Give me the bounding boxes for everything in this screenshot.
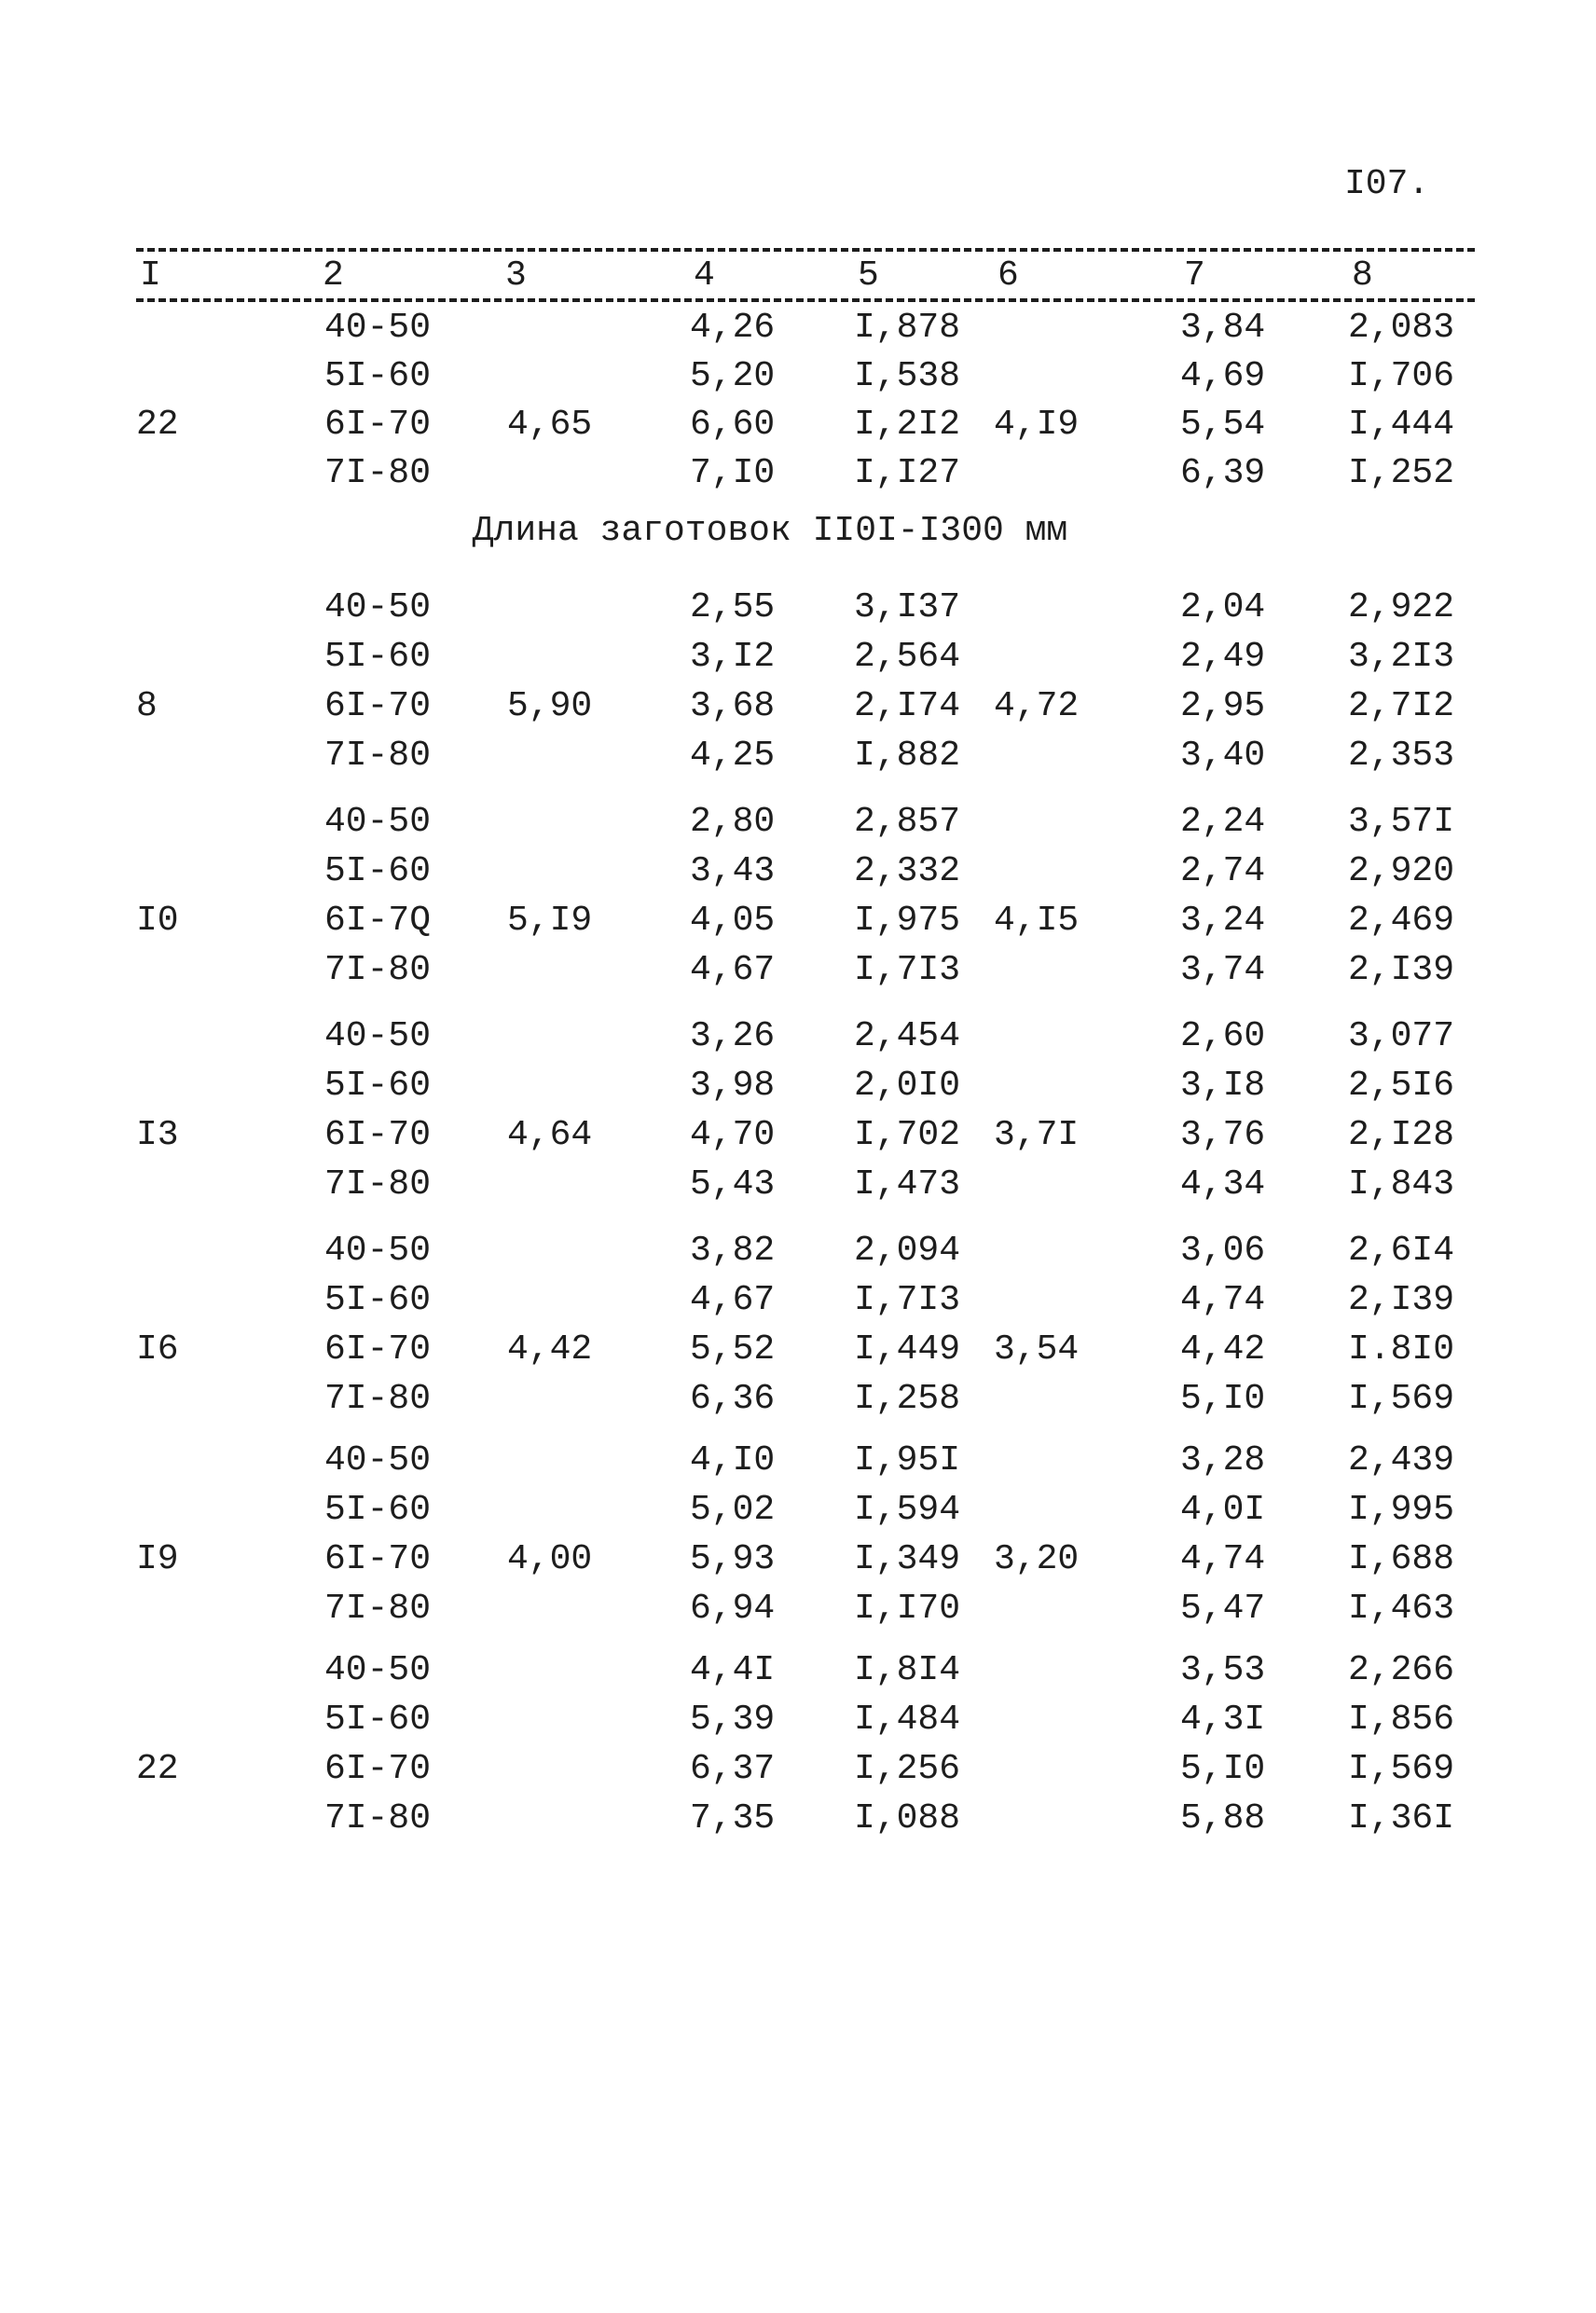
cell-col-4: 4,4I [690,1650,776,1690]
cell-col-4: 5,52 [690,1329,776,1370]
cell-col-5: 2,857 [854,802,961,842]
table-row [0,587,1596,636]
cell-col-8: 2,920 [1348,851,1455,891]
cell-col-2: 6I-70 [324,1329,432,1370]
section-caption: Длина заготовок II0I-I300 мм [472,511,1068,551]
cell-col-7: 5,I0 [1180,1379,1266,1419]
cell-col-8: 2,266 [1348,1650,1455,1690]
cell-col-8: 2,6I4 [1348,1231,1455,1271]
table-row [0,453,1596,502]
cell-col-2: 7I-80 [324,1379,432,1419]
page-number: I07. [1344,164,1430,204]
cell-col-2: 5I-60 [324,637,432,677]
cell-col-4: 5,43 [690,1164,776,1205]
cell-col-6: 3,20 [994,1539,1080,1579]
cell-col-7: 4,69 [1180,356,1266,396]
cell-col-5: I,7I3 [854,1280,961,1320]
cell-col-7: 2,74 [1180,851,1266,891]
cell-col-2: 7I-80 [324,950,432,990]
cell-col-7: 3,84 [1180,308,1266,348]
cell-col-4: 5,02 [690,1490,776,1530]
cell-col-2: 7I-80 [324,1798,432,1838]
cell-col-8: I.8I0 [1348,1329,1455,1370]
cell-col-5: 3,I37 [854,587,961,627]
table-header [136,229,1475,304]
cell-col-4: 4,67 [690,1280,776,1320]
cell-col-7: 5,88 [1180,1798,1266,1838]
table-row [0,1329,1596,1378]
cell-col-4: 2,80 [690,802,776,842]
cell-col-5: 2,094 [854,1231,961,1271]
cell-col-4: 6,60 [690,405,776,445]
cell-col-8: I,569 [1348,1379,1455,1419]
table-row [0,1700,1596,1748]
cell-col-8: 3,077 [1348,1016,1455,1056]
cell-col-4: 5,39 [690,1700,776,1740]
cell-col-7: 3,06 [1180,1231,1266,1271]
table-row [0,1798,1596,1847]
cell-col-7: 2,04 [1180,587,1266,627]
cell-col-5: I,8I4 [854,1650,961,1690]
table-row [0,1589,1596,1637]
cell-col-2: 40-50 [324,1440,432,1480]
cell-col-1: I3 [136,1115,179,1155]
cell-col-2: 6I-7Q [324,901,432,941]
cell-col-5: 2,454 [854,1016,961,1056]
header-col-6: 6 [994,255,1023,296]
cell-col-8: 2,083 [1348,308,1455,348]
cell-col-8: 2,5I6 [1348,1066,1455,1106]
table-row [0,1749,1596,1797]
table-row [0,851,1596,900]
cell-col-6: 3,7I [994,1115,1080,1155]
cell-col-7: 2,49 [1180,637,1266,677]
cell-col-2: 7I-80 [324,736,432,776]
cell-col-2: 5I-60 [324,356,432,396]
cell-col-7: 4,42 [1180,1329,1266,1370]
cell-col-4: 3,43 [690,851,776,891]
cell-col-4: 5,20 [690,356,776,396]
cell-col-2: 40-50 [324,1016,432,1056]
cell-col-8: I,569 [1348,1749,1455,1789]
cell-col-1: 8 [136,686,158,726]
cell-col-5: I,349 [854,1539,961,1579]
cell-col-2: 7I-80 [324,453,432,493]
cell-col-8: 2,353 [1348,736,1455,776]
cell-col-2: 5I-60 [324,851,432,891]
cell-col-7: 3,24 [1180,901,1266,941]
cell-col-8: I,252 [1348,453,1455,493]
cell-col-8: I,995 [1348,1490,1455,1530]
cell-col-3: 4,64 [507,1115,593,1155]
cell-col-7: 3,28 [1180,1440,1266,1480]
cell-col-5: 2,564 [854,637,961,677]
cell-col-2: 6I-70 [324,1539,432,1579]
cell-col-1: 22 [136,1749,179,1789]
cell-col-7: 2,60 [1180,1016,1266,1056]
cell-col-5: 2,0I0 [854,1066,961,1106]
cell-col-8: 2,439 [1348,1440,1455,1480]
table-row [0,308,1596,356]
header-col-3: 3 [502,255,530,296]
cell-col-7: 4,34 [1180,1164,1266,1205]
cell-col-8: 2,I39 [1348,950,1455,990]
cell-col-1: I0 [136,901,179,941]
cell-col-5: I,702 [854,1115,961,1155]
cell-col-8: 2,7I2 [1348,686,1455,726]
table-row [0,1539,1596,1588]
cell-col-8: 3,2I3 [1348,637,1455,677]
table-row [0,686,1596,735]
cell-col-7: 2,95 [1180,686,1266,726]
cell-col-4: 3,98 [690,1066,776,1106]
cell-col-8: I,444 [1348,405,1455,445]
cell-col-7: 3,I8 [1180,1066,1266,1106]
cell-col-7: 5,47 [1180,1589,1266,1629]
cell-col-2: 40-50 [324,587,432,627]
cell-col-4: 4,05 [690,901,776,941]
cell-col-2: 7I-80 [324,1589,432,1629]
cell-col-1: I9 [136,1539,179,1579]
cell-col-8: I,36I [1348,1798,1455,1838]
table-row [0,736,1596,784]
cell-col-4: 7,35 [690,1798,776,1838]
table-row [0,1066,1596,1114]
table-row [0,1231,1596,1279]
cell-col-5: I,95I [854,1440,961,1480]
table-row [0,1379,1596,1427]
header-col-4: 4 [690,255,719,296]
cell-col-4: 3,82 [690,1231,776,1271]
cell-col-4: 6,37 [690,1749,776,1789]
cell-col-2: 6I-70 [324,405,432,445]
cell-col-6: 4,I5 [994,901,1080,941]
cell-col-8: 2,469 [1348,901,1455,941]
table-row [0,405,1596,453]
cell-col-3: 4,00 [507,1539,593,1579]
cell-col-8: 2,I39 [1348,1280,1455,1320]
cell-col-5: I,484 [854,1700,961,1740]
cell-col-2: 5I-60 [324,1280,432,1320]
header-col-1: I [136,255,165,296]
cell-col-6: 4,72 [994,686,1080,726]
cell-col-4: 4,26 [690,308,776,348]
header-top-rule [136,248,1475,252]
cell-col-5: I,473 [854,1164,961,1205]
cell-col-7: 4,74 [1180,1280,1266,1320]
cell-col-5: I,I27 [854,453,961,493]
cell-col-4: 5,93 [690,1539,776,1579]
cell-col-3: 4,42 [507,1329,593,1370]
cell-col-4: 7,I0 [690,453,776,493]
cell-col-7: 5,I0 [1180,1749,1266,1789]
cell-col-7: 3,76 [1180,1115,1266,1155]
cell-col-5: I,538 [854,356,961,396]
cell-col-6: 4,I9 [994,405,1080,445]
table-row [0,356,1596,405]
cell-col-4: 6,94 [690,1589,776,1629]
table-row [0,950,1596,998]
cell-col-8: I,856 [1348,1700,1455,1740]
cell-col-3: 5,I9 [507,901,593,941]
cell-col-2: 40-50 [324,1231,432,1271]
cell-col-5: I,256 [854,1749,961,1789]
cell-col-4: 2,55 [690,587,776,627]
cell-col-2: 40-50 [324,1650,432,1690]
cell-col-2: 6I-70 [324,686,432,726]
cell-col-4: 3,I2 [690,637,776,677]
cell-col-7: 3,53 [1180,1650,1266,1690]
cell-col-2: 6I-70 [324,1115,432,1155]
cell-col-1: I6 [136,1329,179,1370]
cell-col-4: 3,26 [690,1016,776,1056]
cell-col-5: I,088 [854,1798,961,1838]
cell-col-4: 4,67 [690,950,776,990]
cell-col-3: 5,90 [507,686,593,726]
cell-col-7: 5,54 [1180,405,1266,445]
cell-col-2: 40-50 [324,802,432,842]
cell-col-7: 4,0I [1180,1490,1266,1530]
header-bottom-rule [136,298,1475,302]
header-col-2: 2 [319,255,348,296]
cell-col-5: I,882 [854,736,961,776]
table-row [0,1490,1596,1538]
table-row [0,1280,1596,1329]
table-row [0,802,1596,850]
cell-col-5: I,975 [854,901,961,941]
header-col-8: 8 [1348,255,1377,296]
cell-col-2: 7I-80 [324,1164,432,1205]
cell-col-4: 4,70 [690,1115,776,1155]
cell-col-7: 4,74 [1180,1539,1266,1579]
cell-col-2: 5I-60 [324,1490,432,1530]
cell-col-4: 4,I0 [690,1440,776,1480]
table-row [0,1164,1596,1213]
cell-col-2: 40-50 [324,308,432,348]
cell-col-5: I,I70 [854,1589,961,1629]
cell-col-8: 3,57I [1348,802,1455,842]
cell-col-5: I,449 [854,1329,961,1370]
table-row [0,1650,1596,1699]
cell-col-5: I,594 [854,1490,961,1530]
cell-col-8: 2,922 [1348,587,1455,627]
cell-col-8: I,463 [1348,1589,1455,1629]
cell-col-2: 5I-60 [324,1066,432,1106]
cell-col-5: I,258 [854,1379,961,1419]
header-col-7: 7 [1180,255,1209,296]
cell-col-8: I,688 [1348,1539,1455,1579]
cell-col-7: 3,40 [1180,736,1266,776]
cell-col-5: I,7I3 [854,950,961,990]
cell-col-5: 2,332 [854,851,961,891]
cell-col-5: I,2I2 [854,405,961,445]
cell-col-3: 4,65 [507,405,593,445]
table-row [0,901,1596,949]
cell-col-7: 6,39 [1180,453,1266,493]
header-col-5: 5 [854,255,883,296]
cell-col-2: 6I-70 [324,1749,432,1789]
cell-col-4: 4,25 [690,736,776,776]
cell-col-4: 6,36 [690,1379,776,1419]
cell-col-4: 3,68 [690,686,776,726]
cell-col-7: 4,3I [1180,1700,1266,1740]
table-row [0,1440,1596,1489]
table-row [0,1016,1596,1065]
cell-col-5: I,878 [854,308,961,348]
cell-col-7: 2,24 [1180,802,1266,842]
table-row [0,1115,1596,1163]
table-row [0,637,1596,685]
cell-col-1: 22 [136,405,179,445]
cell-col-6: 3,54 [994,1329,1080,1370]
cell-col-7: 3,74 [1180,950,1266,990]
cell-col-2: 5I-60 [324,1700,432,1740]
cell-col-8: 2,I28 [1348,1115,1455,1155]
cell-col-8: I,706 [1348,356,1455,396]
cell-col-8: I,843 [1348,1164,1455,1205]
cell-col-5: 2,I74 [854,686,961,726]
